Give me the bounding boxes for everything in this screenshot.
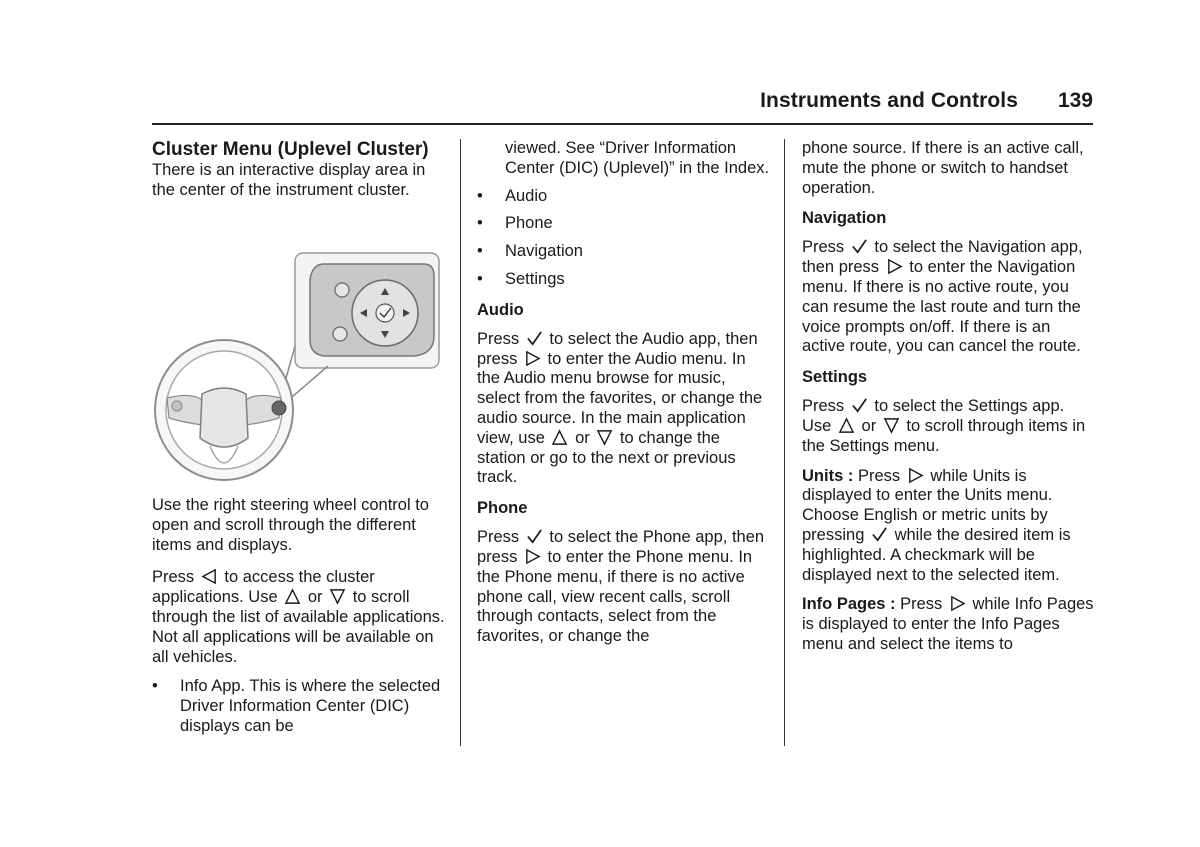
check-icon [526, 330, 543, 347]
text: to enter the Navigation menu. If there is no active route, you can resume the last route and turn the voice prompts on/off. If there is an active route, you can cancel the route. [802, 258, 1081, 356]
list-item [477, 270, 772, 290]
right-arrow-icon [886, 258, 903, 275]
down-arrow-icon [596, 429, 613, 446]
text: to enter the Audio menu. In the Audio menu browse for music, select from the favorites, or change the audio source. In the [477, 349, 763, 427]
text: or [575, 428, 590, 447]
text: Press [857, 466, 901, 485]
column-divider-2 [784, 139, 785, 746]
subheading-navigation: Navigation [802, 209, 887, 228]
bullet-icon: • [477, 269, 483, 288]
left-arrow-icon [201, 568, 218, 585]
lead-in-units: Units : [802, 466, 854, 485]
text: to select the Phone app, [549, 528, 728, 547]
check-icon [871, 526, 888, 543]
text: to scroll through items in the Settings menu. [802, 416, 1086, 455]
continued-text: viewed. See “Driver Information Center (DIC) (Uplevel)” in the Index. [505, 139, 770, 177]
text: or [861, 416, 877, 435]
text: Press [477, 329, 520, 348]
paragraph-info-pages [802, 595, 1094, 654]
up-arrow-icon [838, 417, 855, 434]
right-arrow-icon [524, 548, 541, 565]
text: while the desired item is highlighted. A checkmark will be displayed next to the selected item. [802, 525, 1071, 584]
text: to select the Audio app, [549, 329, 721, 348]
text: while Info Pages is displayed to enter the Info Pages menu and select the items to [802, 595, 1094, 653]
text: or [307, 588, 323, 607]
text: to enter the Phone menu. In the Phone menu, if there is no active phone call, view recent calls, scroll through contacts, select from the favorites, or change the [477, 547, 753, 646]
paragraph-navigation [802, 238, 1094, 357]
text: Press [802, 238, 845, 257]
text: to select the Settings app. [874, 397, 1065, 416]
down-arrow-icon [329, 588, 346, 605]
continued-text: phone source. If there is an active call, mute the phone or switch to handset operation. [802, 139, 1084, 197]
paragraph-phone [477, 528, 772, 647]
subheading-settings: Settings [802, 368, 868, 387]
list-item [477, 214, 772, 234]
right-arrow-icon [524, 350, 541, 367]
bullet-icon: • [152, 677, 158, 696]
text: to scroll through the list of available applications. Not all applications will be available on all vehicles. [152, 588, 445, 666]
list-item-text: Settings [505, 269, 565, 288]
text: to select the Navigation [874, 238, 1046, 257]
check-icon [851, 397, 868, 414]
text: Press [477, 528, 520, 547]
right-arrow-icon [949, 595, 966, 612]
paragraph-audio [477, 330, 772, 488]
text: app, then press [802, 238, 1083, 277]
text: then press [477, 528, 765, 566]
paragraph-settings [802, 397, 1094, 456]
column-2 [477, 139, 772, 647]
text: Use [802, 416, 832, 435]
text: main application view, use [477, 408, 746, 447]
text: Press [152, 568, 195, 587]
column-divider-1 [460, 139, 461, 746]
list-item-text: Phone [505, 214, 553, 233]
section-heading: Cluster Menu (Uplevel Cluster) [152, 139, 429, 160]
bullet-icon: • [477, 242, 483, 261]
list-item-text: Info App. This is where the selected Driver Information Center (DIC) displays can be [180, 677, 441, 735]
check-icon [851, 238, 868, 255]
column-3 [802, 139, 1094, 655]
text: Press [802, 397, 845, 416]
text: pressing [802, 525, 865, 544]
header-rule [152, 123, 1093, 125]
text: Press [900, 595, 943, 614]
paragraph-cluster-apps [152, 568, 447, 667]
text: to change the station or go to the next or previous track. [477, 428, 736, 487]
list-item-text: Audio [505, 186, 548, 205]
up-arrow-icon [284, 588, 301, 605]
list-item [477, 187, 772, 207]
steering-wheel-illustration [152, 250, 442, 485]
intro-paragraph: There is an interactive display area in the center of the instrument cluster. [152, 161, 426, 199]
right-arrow-icon [907, 467, 924, 484]
paragraph-steering-control: Use the right steering wheel control to open and scroll through the different items and displays. [152, 496, 429, 554]
list-item-text: Navigation [505, 242, 583, 261]
page-number: 139 [1057, 89, 1093, 112]
text: to access the cluster applications. Use [152, 568, 375, 607]
paragraph-units [802, 467, 1094, 586]
column-1 [152, 139, 447, 201]
column-1-lower [152, 496, 447, 737]
bullet-icon: • [477, 186, 483, 205]
text: then press [477, 329, 758, 368]
list-item [477, 242, 772, 262]
up-arrow-icon [551, 429, 568, 446]
check-icon [526, 528, 543, 545]
list-item [152, 677, 447, 736]
subheading-phone: Phone [477, 499, 528, 518]
page-section-title: Instruments and Controls [760, 89, 1018, 112]
subheading-audio: Audio [477, 300, 524, 319]
lead-in-info-pages: Info Pages : [802, 595, 896, 614]
bullet-icon: • [477, 214, 483, 233]
text: while Units is displayed to enter the Units menu. Choose English or metric units by [802, 466, 1053, 525]
down-arrow-icon [883, 417, 900, 434]
